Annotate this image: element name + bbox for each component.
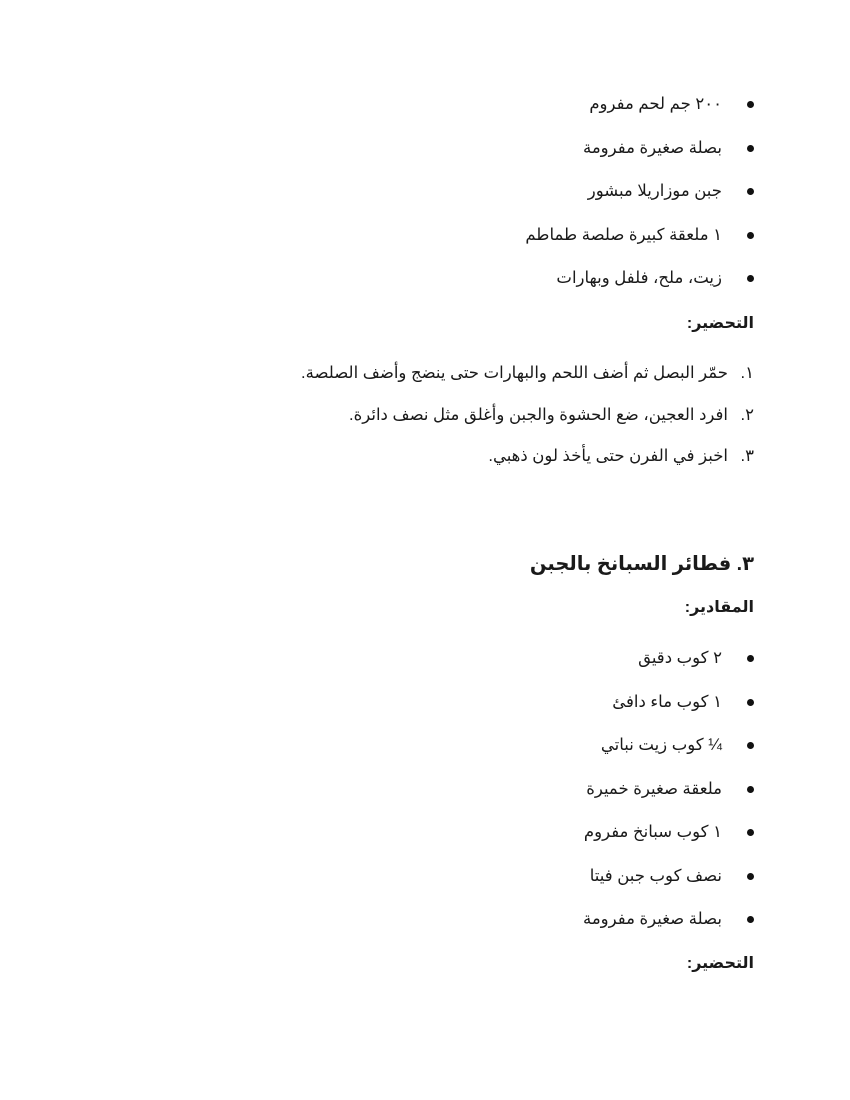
- step-item: [301, 395, 754, 437]
- list-item: [583, 811, 754, 855]
- preparation-label: التحضير:: [686, 955, 754, 972]
- preparation-steps: [301, 353, 754, 478]
- list-item: [525, 127, 754, 171]
- step-text: حمّر البصل ثم أضف اللحم والبهارات حتى ينضج وأضف الصلصة.: [301, 364, 728, 382]
- bullet-icon: [747, 188, 754, 195]
- bullet-icon: [747, 655, 754, 662]
- ingredient-text: زيت، ملح، فلفل وبهارات: [556, 269, 722, 287]
- ingredient-text: ٢ كوب دقيق: [638, 649, 722, 667]
- list-item: [525, 83, 754, 127]
- bullet-icon: [747, 699, 754, 706]
- ingredients-list-previous-recipe: [525, 83, 754, 301]
- list-item: [583, 898, 754, 942]
- ingredient-text: ملعقة صغيرة خميرة: [586, 779, 722, 798]
- ingredient-text: جبن موزاريلا مبشور: [587, 182, 722, 200]
- list-item: [583, 637, 754, 681]
- preparation-label: التحضير:: [686, 315, 754, 332]
- bullet-icon: [747, 873, 754, 880]
- step-number: ٢.: [740, 405, 754, 424]
- list-item: [525, 170, 754, 214]
- list-item: [583, 855, 754, 899]
- bullet-icon: [747, 232, 754, 239]
- bullet-icon: [747, 145, 754, 152]
- recipe-title: ٣. فطائر السبانخ بالجبن: [529, 553, 754, 575]
- ingredient-text: بصلة صغيرة مفرومة: [582, 138, 722, 157]
- bullet-icon: [747, 101, 754, 108]
- list-item: [525, 257, 754, 301]
- step-item: [301, 353, 754, 395]
- bullet-icon: [747, 275, 754, 282]
- ingredient-text: ¼ كوب زيت نباتي: [600, 736, 722, 754]
- step-text: اخبز في الفرن حتى يأخذ لون ذهبي.: [488, 447, 728, 465]
- list-item: [583, 681, 754, 725]
- ingredient-text: ١ ملعقة كبيرة صلصة طماطم: [525, 225, 722, 244]
- ingredients-label: المقادير:: [684, 599, 754, 616]
- step-number: ١.: [740, 364, 754, 382]
- list-item: [583, 724, 754, 768]
- ingredient-text: نصف كوب جبن فيتا: [589, 866, 722, 885]
- ingredient-text: بصلة صغيرة مفرومة: [582, 910, 722, 928]
- bullet-icon: [747, 916, 754, 923]
- bullet-icon: [747, 829, 754, 836]
- ingredient-text: ١ كوب سبانخ مفروم: [583, 823, 722, 841]
- ingredient-text: ٢٠٠ جم لحم مفروم: [589, 95, 722, 113]
- list-item: [583, 768, 754, 812]
- ingredient-text: ١ كوب ماء دافئ: [612, 692, 722, 711]
- bullet-icon: [747, 786, 754, 793]
- list-item: [525, 214, 754, 258]
- step-number: ٣.: [740, 447, 754, 465]
- bullet-icon: [747, 742, 754, 749]
- step-text: افرد العجين، ضع الحشوة والجبن وأغلق مثل نصف دائرة.: [349, 405, 728, 424]
- step-item: [301, 436, 754, 478]
- ingredients-list: [583, 637, 754, 942]
